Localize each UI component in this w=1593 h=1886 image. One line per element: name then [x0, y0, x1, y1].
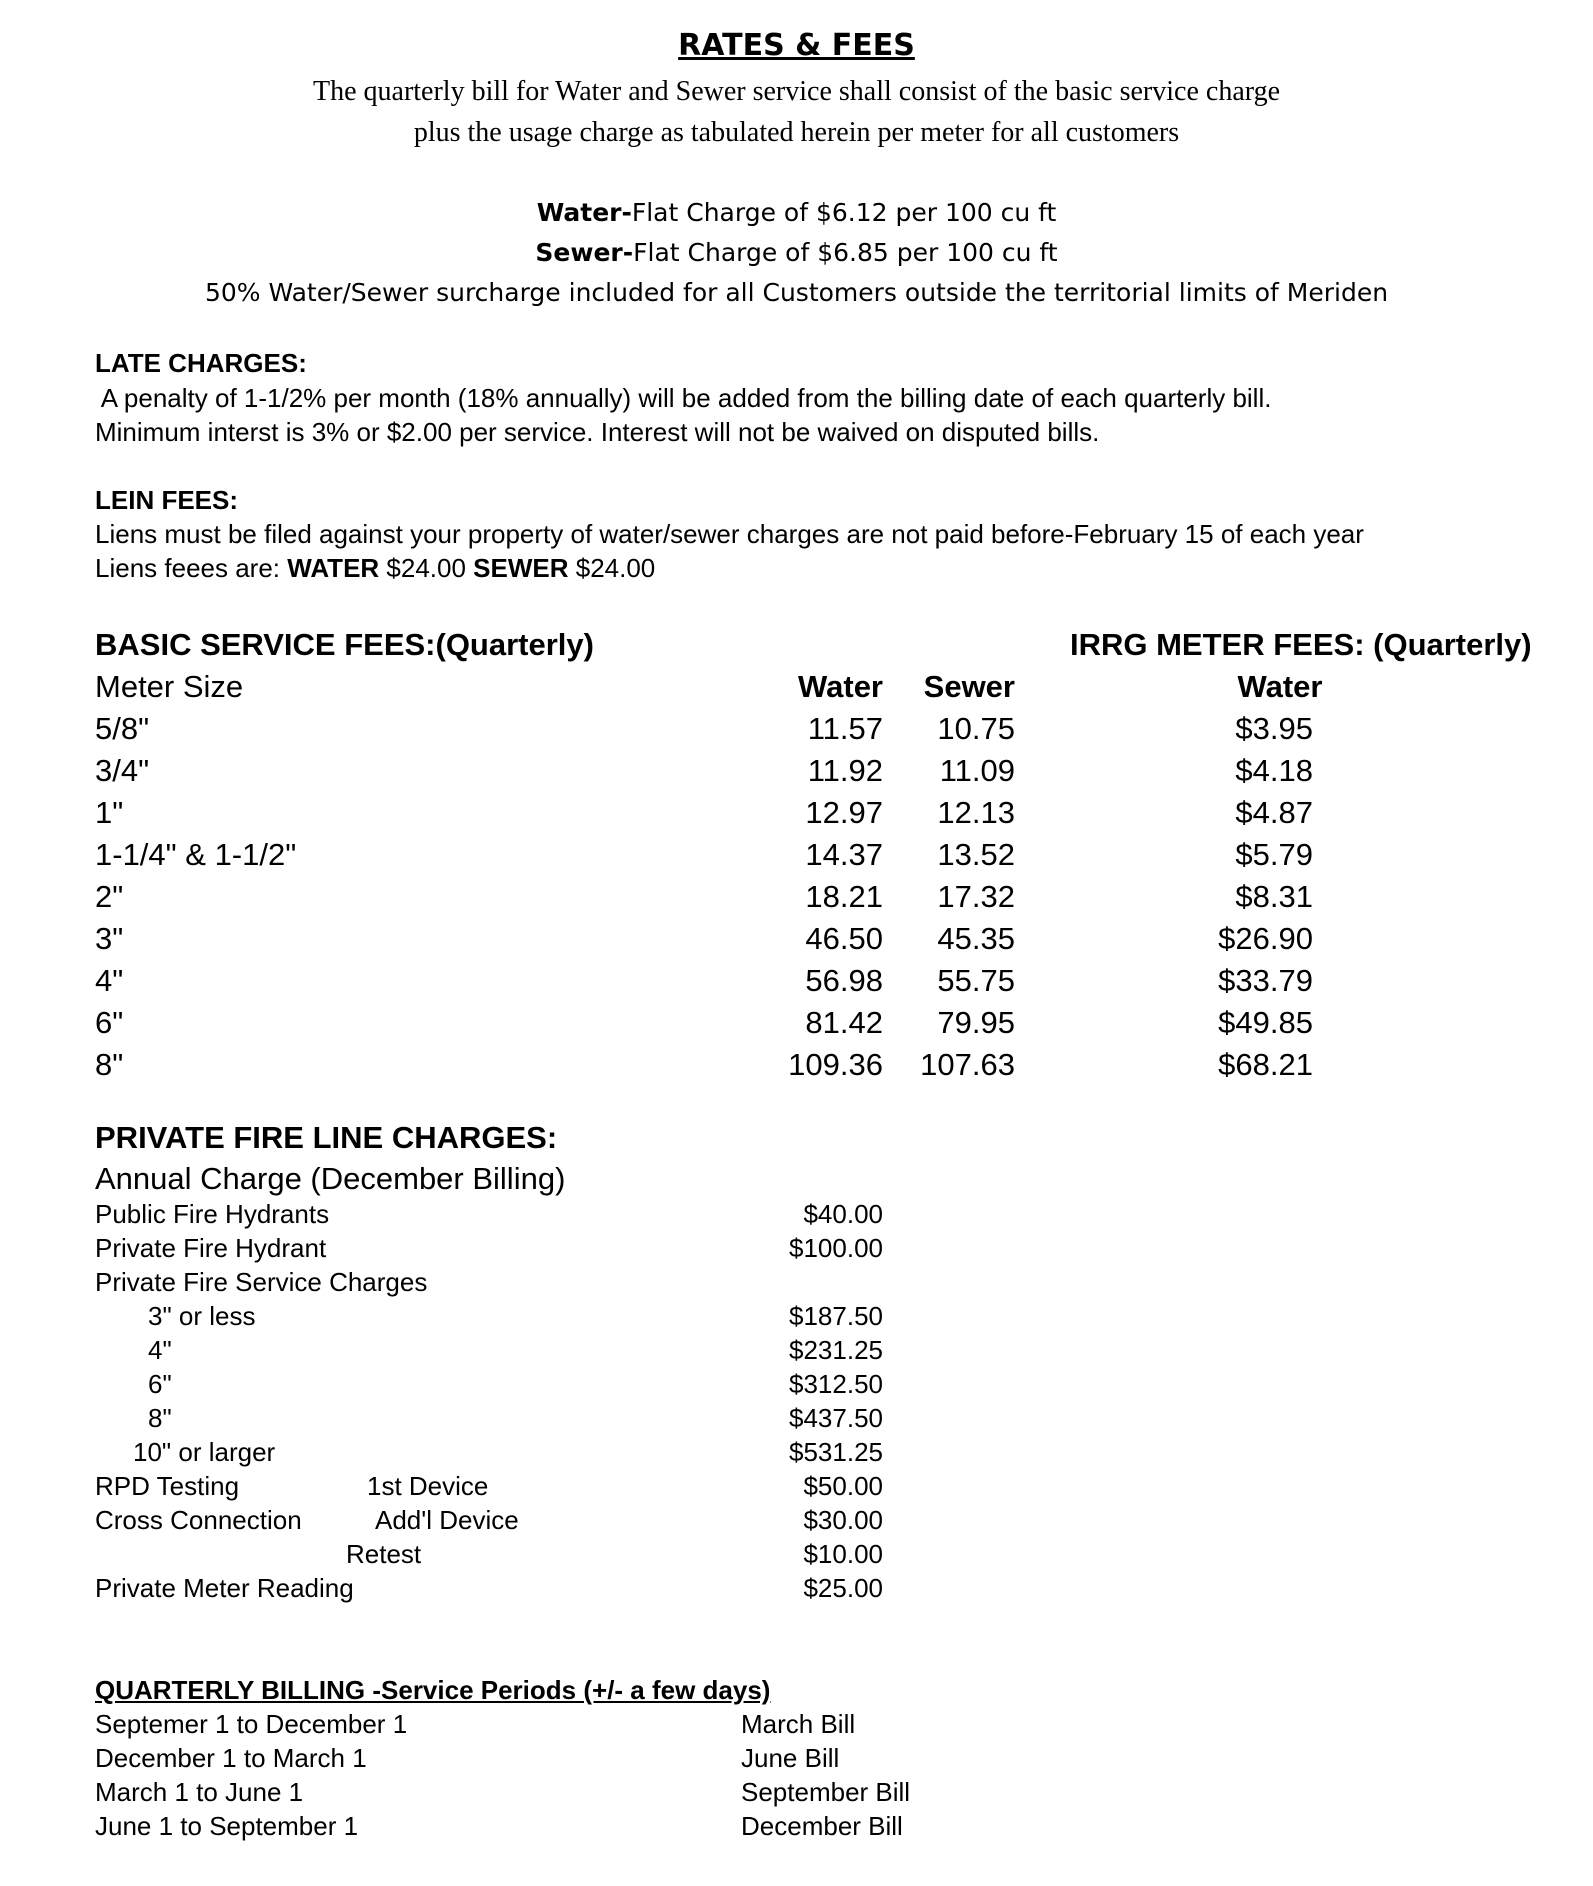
water-fee: 14.37 [805, 837, 883, 872]
meter-size: 1-1/4" & 1-1/2" [95, 837, 297, 872]
irrg-fee: $3.95 [1235, 711, 1313, 746]
water-usage-text: Flat Charge of $6.12 per 100 cu ft [631, 198, 1057, 227]
water-fee: 18.21 [805, 879, 883, 914]
irrg-fees-heading: IRRG METER FEES: (Quarterly) [1070, 627, 1532, 662]
late-charges-line-2: Minimum interst is 3% or $2.00 per service. Interest will not be waived on disputed bills. [95, 417, 1100, 447]
irrg-fee: $26.90 [1218, 921, 1313, 956]
fire-line-subheading: Annual Charge (December Billing) [95, 1161, 566, 1196]
public-hydrants-label: Public Fire Hydrants [95, 1199, 330, 1229]
lien-sewer-label: SEWER [473, 553, 569, 583]
fire-service-value: $231.25 [789, 1335, 883, 1365]
late-charges-heading: LATE CHARGES: [95, 348, 307, 378]
fire-service-size: 3" or less [148, 1301, 256, 1331]
sewer-fee: 45.35 [937, 921, 1015, 956]
first-device-label: 1st Device [367, 1471, 489, 1501]
col-meter-size: Meter Size [95, 669, 244, 704]
billing-month: December Bill [741, 1811, 903, 1841]
fire-service-size: 6" [148, 1369, 172, 1399]
fire-service-size: 10" or larger [133, 1437, 276, 1467]
col-water: Water [798, 669, 883, 704]
intro-line-2: plus the usage charge as tabulated herein per meter for all customers [413, 117, 1180, 148]
billing-month: March Bill [741, 1709, 856, 1739]
meter-size: 3/4" [95, 753, 150, 788]
lien-fees-line-2 [95, 553, 655, 584]
fire-service-value: $187.50 [789, 1301, 883, 1331]
water-usage-line [0, 198, 1593, 227]
retest-value: $10.00 [803, 1539, 883, 1569]
fire-service-size: 8" [148, 1403, 172, 1433]
sewer-usage-line [0, 238, 1593, 267]
quarterly-billing-heading: QUARTERLY BILLING -Service Periods (+/- a few days) [95, 1675, 771, 1705]
irrg-fee: $68.21 [1218, 1047, 1313, 1082]
cross-connection-label: Cross Connection [95, 1505, 302, 1535]
surcharge-line: 50% Water/Sewer surcharge included for all Customers outside the territorial limits of Meriden [204, 278, 1389, 307]
irrg-fee: $8.31 [1235, 879, 1313, 914]
private-hydrant-value: $100.00 [789, 1233, 883, 1263]
billing-period: Septemer 1 to December 1 [95, 1709, 408, 1739]
fire-service-size: 4" [148, 1335, 172, 1365]
first-device-value: $50.00 [803, 1471, 883, 1501]
meter-size: 8" [95, 1047, 124, 1082]
irrg-fee: $4.87 [1235, 795, 1313, 830]
sewer-fee: 79.95 [937, 1005, 1015, 1040]
fire-service-charges-label: Private Fire Service Charges [95, 1267, 428, 1297]
billing-period: December 1 to March 1 [95, 1743, 367, 1773]
private-meter-reading-label: Private Meter Reading [95, 1573, 354, 1603]
lien-fees-prefix: Liens feees are: [95, 553, 288, 583]
sewer-fee: 12.13 [937, 795, 1015, 830]
meter-size: 3" [95, 921, 124, 956]
irrg-fee: $5.79 [1235, 837, 1313, 872]
irrg-fee: $33.79 [1218, 963, 1313, 998]
lien-fees-line-1: Liens must be filed against your property of water/sewer charges are not paid before-February 15 of each year [95, 519, 1364, 549]
water-fee: 11.92 [807, 753, 883, 788]
lien-sewer-value: $24.00 [568, 553, 656, 583]
page-title: RATES & FEES [678, 28, 915, 63]
rpd-testing-label: RPD Testing [95, 1471, 240, 1501]
meter-size: 1" [95, 795, 124, 830]
water-fee: 109.36 [788, 1047, 883, 1082]
col-irrg-water: Water [1237, 669, 1323, 704]
billing-month: September Bill [741, 1777, 911, 1807]
sewer-fee: 10.75 [937, 711, 1015, 746]
water-fee: 46.50 [805, 921, 883, 956]
fire-service-value: $437.50 [789, 1403, 883, 1433]
addl-device-label: Add'l Device [375, 1505, 519, 1535]
late-charges-line-1: A penalty of 1-1/2% per month (18% annually) will be added from the billing date of each quarterly bill. [95, 383, 1272, 413]
water-fee: 11.57 [807, 711, 883, 746]
private-hydrant-label: Private Fire Hydrant [95, 1233, 327, 1263]
sewer-fee: 11.09 [939, 753, 1015, 788]
basic-fees-heading: BASIC SERVICE FEES:(Quarterly) [95, 627, 594, 662]
water-fee: 12.97 [805, 795, 883, 830]
lien-water-value: $24.00 [379, 553, 474, 583]
meter-size: 6" [95, 1005, 124, 1040]
sewer-fee: 55.75 [937, 963, 1015, 998]
fire-service-value: $312.50 [789, 1369, 883, 1399]
water-usage-label: Water- [536, 198, 632, 227]
meter-size: 2" [95, 879, 124, 914]
fire-service-value: $531.25 [789, 1437, 883, 1467]
retest-label: Retest [346, 1539, 422, 1569]
irrg-fee: $4.18 [1235, 753, 1313, 788]
irrg-fee: $49.85 [1218, 1005, 1313, 1040]
col-sewer: Sewer [923, 669, 1015, 704]
fire-line-heading: PRIVATE FIRE LINE CHARGES: [95, 1120, 558, 1155]
sewer-fee: 17.32 [937, 879, 1015, 914]
meter-size: 4" [95, 963, 124, 998]
addl-device-value: $30.00 [803, 1505, 883, 1535]
lien-water-label: WATER [287, 553, 380, 583]
public-hydrants-value: $40.00 [803, 1199, 883, 1229]
water-fee: 81.42 [805, 1005, 883, 1040]
billing-period: June 1 to September 1 [95, 1811, 359, 1841]
sewer-fee: 107.63 [920, 1047, 1015, 1082]
lien-fees-heading: LEIN FEES: [95, 485, 239, 515]
water-fee: 56.98 [805, 963, 883, 998]
sewer-usage-label: Sewer- [535, 238, 634, 267]
meter-size: 5/8" [95, 711, 150, 746]
private-meter-reading-value: $25.00 [803, 1573, 883, 1603]
billing-period: March 1 to June 1 [95, 1777, 304, 1807]
billing-month: June Bill [741, 1743, 840, 1773]
sewer-usage-text: Flat Charge of $6.85 per 100 cu ft [633, 238, 1058, 267]
intro-line-1: The quarterly bill for Water and Sewer service shall consist of the basic service charge [312, 76, 1280, 107]
sewer-fee: 13.52 [937, 837, 1015, 872]
